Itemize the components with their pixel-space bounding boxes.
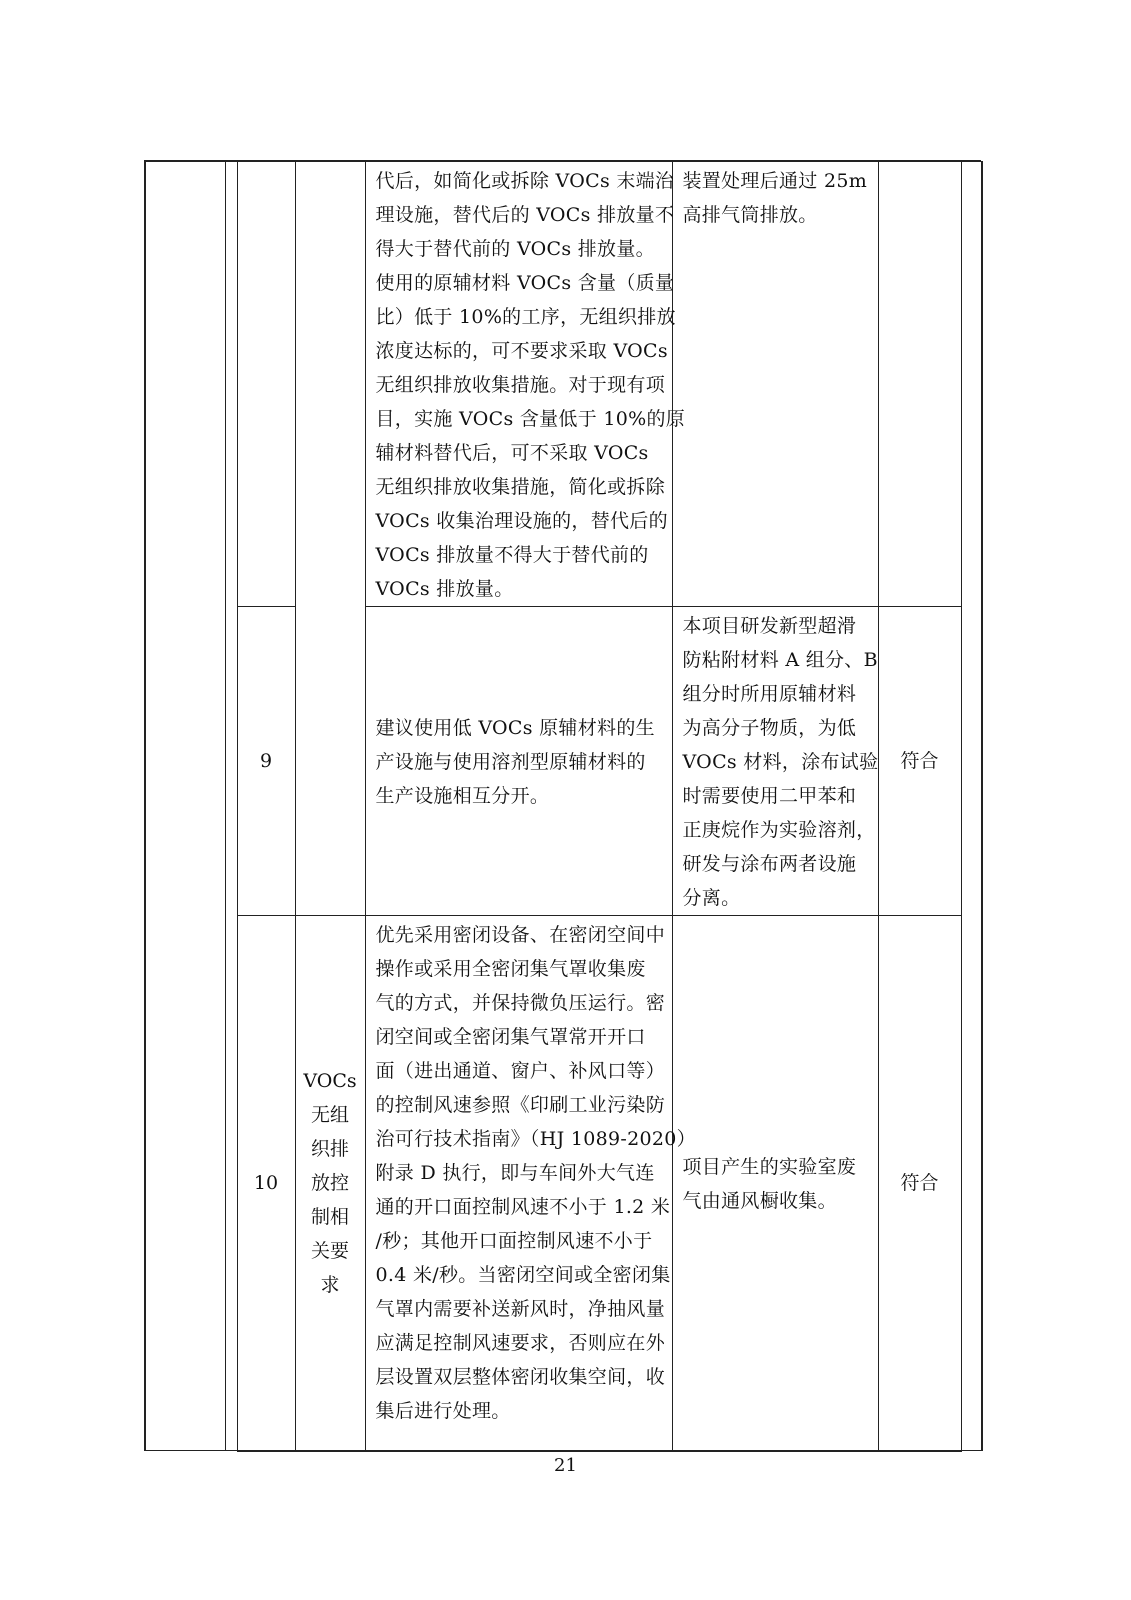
requirement-line: 治可行技术指南》（HJ 1089-2020） [375,1128,696,1150]
requirement-line: VOCs 排放量。 [375,578,514,600]
category-cell [295,162,365,916]
right-blank-cell [961,162,982,1451]
measure-line: 分离。 [682,887,741,909]
requirement-line: 附录 D 执行，即与车间外大气连 [375,1162,655,1184]
requirement-line: 应满足控制风速要求，否则应在外 [375,1332,666,1354]
measure-line: 研发与涂布两者设施 [682,853,857,875]
requirement-line: 无组织排放收集措施，简化或拆除 [375,476,666,498]
measure-cell [672,162,878,607]
measure-line: 气由通风橱收集。 [682,1189,837,1212]
measure-line: 防粘附材料 A 组分、B [682,649,878,671]
result-cell [878,916,961,1451]
requirement-line: 面（进出通道、窗户、补风口等） [375,1060,666,1082]
measure-line: 高排气筒排放。 [682,204,818,226]
category-line: 放控 [310,1171,349,1194]
row-number-cell [237,916,295,1451]
category-cell [295,916,365,1451]
category-line: 关要 [310,1239,349,1262]
requirement-line: 得大于替代前的 VOCs 排放量。 [375,238,655,260]
requirement-line: 浓度达标的，可不要求采取 VOCs [375,340,668,362]
measure-line: 本项目研发新型超滑 [682,615,857,637]
requirement-line: /秒；其他开口面控制风速不小于 [375,1230,653,1252]
table-row [145,916,982,1451]
measure-line: 正庚烷作为实验溶剂， [682,819,876,841]
measure-cell [672,916,878,1451]
requirement-line: 生产设施相互分开。 [375,785,550,807]
requirement-line: 代后，如简化或拆除 VOCs 末端治 [375,170,675,192]
outer-blank-cell [145,162,225,1451]
requirement-line: 优先采用密闭设备、在密闭空间中 [375,924,666,946]
requirement-cell [365,162,686,607]
requirement-line: 无组织排放收集措施。对于现有项 [375,374,666,396]
row-number-cell [237,607,295,916]
requirement-line: 集后进行处理。 [375,1400,511,1422]
requirement-line: 通的开口面控制风速不小于 1.2 米 [375,1196,671,1218]
requirement-cell [365,916,696,1451]
page-number: 21 [554,1455,577,1476]
requirement-line: 辅材料替代后，可不采取 VOCs [375,442,649,464]
requirement-line: 理设施，替代后的 VOCs 排放量不 [375,204,675,226]
row-number: 10 [253,1171,279,1194]
requirement-line: VOCs 收集治理设施的，替代后的 [375,510,668,532]
result-text: 符合 [900,1171,939,1194]
requirement-line: 比）低于 10%的工序，无组织排放 [375,306,676,328]
category-line: 织排 [310,1137,349,1160]
requirement-line: 0.4 米/秒。当密闭空间或全密闭集 [375,1264,671,1286]
requirement-line: 的控制风速参照《印刷工业污染防 [375,1094,666,1116]
measure-line: 为高分子物质，为低 [682,717,857,739]
measure-cell [672,607,878,916]
category-line: 无组 [310,1103,349,1126]
measure-line: 组分时所用原辅材料 [682,683,857,705]
requirement-line: 层设置双层整体密闭收集空间，收 [375,1366,666,1388]
requirement-cell [365,607,672,916]
requirement-line: 闭空间或全密闭集气罩常开开口 [375,1026,646,1048]
measure-line: VOCs 材料，涂布试验 [682,751,879,773]
table-row [145,607,982,916]
row-number-cell [237,162,295,607]
requirement-line: 气的方式，并保持微负压运行。密 [375,992,666,1014]
requirement-line: 操作或采用全密闭集气罩收集废 [375,958,646,980]
row-number: 9 [259,750,273,772]
requirement-line: 建议使用低 VOCs 原辅材料的生 [375,717,655,739]
requirement-line: 产设施与使用溶剂型原辅材料的 [375,751,646,773]
narrow-blank-cell [225,162,237,1451]
category-line: VOCs [303,1069,357,1092]
measure-line: 装置处理后通过 25m [682,170,868,192]
category-line: 制相 [310,1205,349,1228]
requirement-line: 目，实施 VOCs 含量低于 10%的原 [375,408,686,430]
category-line: 求 [320,1273,340,1296]
requirement-line: VOCs 排放量不得大于替代前的 [375,544,649,566]
compliance-table [144,161,983,1452]
result-text: 符合 [900,750,939,772]
table-top-right-edge [144,160,981,162]
measure-line: 项目产生的实验室废 [682,1155,857,1178]
requirement-line: 使用的原辅材料 VOCs 含量（质量 [375,272,675,294]
result-cell [878,162,961,607]
table-row [145,162,982,607]
requirement-line: 气罩内需要补送新风时，净抽风量 [375,1298,666,1320]
measure-line: 时需要使用二甲苯和 [682,785,857,807]
result-cell [878,607,961,916]
